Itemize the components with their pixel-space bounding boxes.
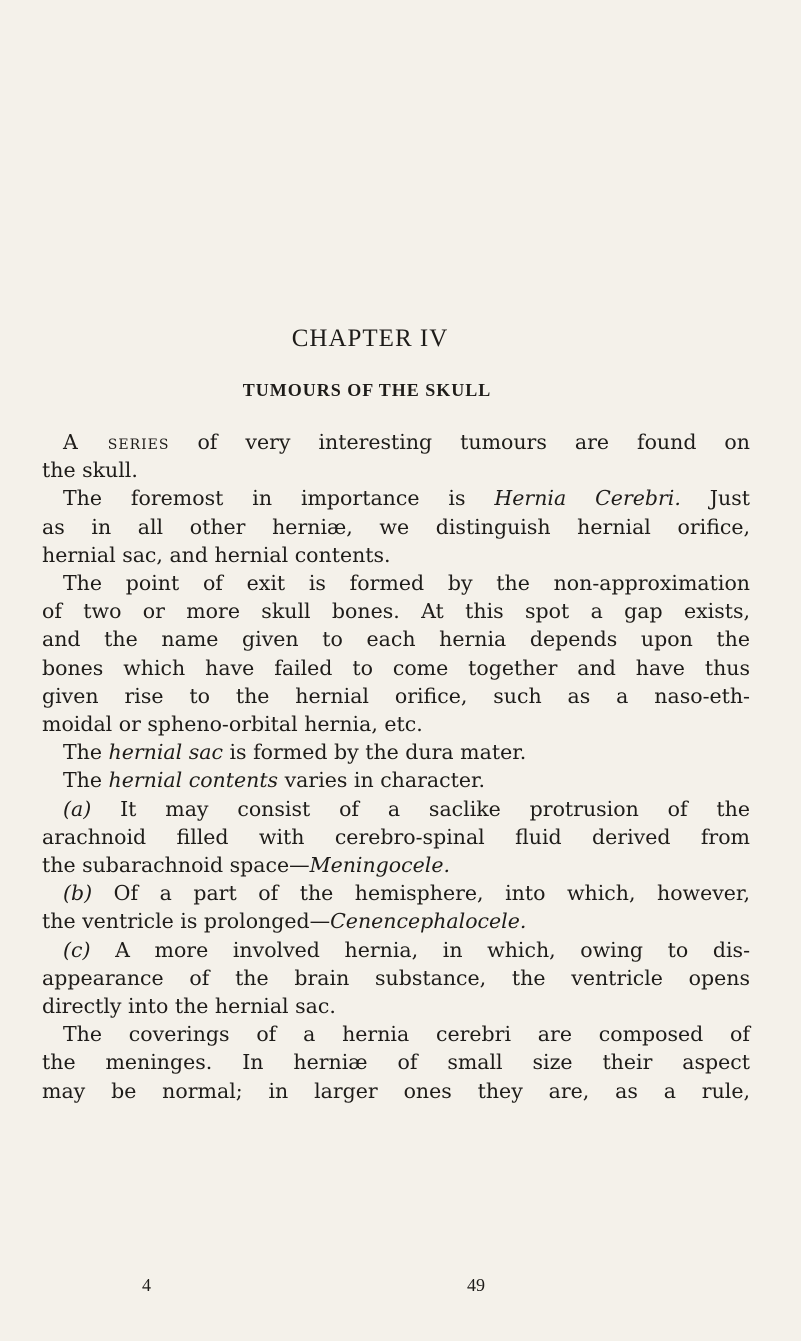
enumeration-label: (b) (63, 881, 93, 906)
paragraph-3-line-4: bones which have failed to come together and have thus (42, 655, 750, 680)
paragraph-3-line-6: moidal or spheno-orbital hernia, etc. (42, 712, 423, 737)
paragraph-3-line-5: given rise to the hernial orifice, such as a naso-eth- (42, 683, 750, 708)
paragraph-3-line-3: and the name given to each hernia depends upon the (42, 627, 750, 652)
paragraph-3-line-1: The point of exit is formed by the non-approximation (63, 571, 750, 596)
italic-term: Cenencephalocele. (330, 909, 527, 934)
italic-term: hernial sac (108, 740, 223, 765)
text-run: varies in character. (278, 768, 486, 793)
chapter-title: CHAPTER IV (291, 325, 449, 352)
paragraph-8-line-3: directly into the hernial sac. (42, 994, 336, 1019)
section-title: TUMOURS OF THE SKULL (242, 380, 492, 400)
italic-term: Hernia Cerebri. (494, 486, 681, 511)
signature-mark: 4 (142, 1275, 151, 1295)
text-run: A more involved hernia, in which, owing to dis- (90, 937, 750, 962)
enumeration-label: (a) (63, 796, 92, 821)
paragraph-9-line-3: may be normal; in larger ones they are, as a rule, (42, 1078, 750, 1103)
text-run: The (63, 768, 109, 793)
paragraph-3-line-2: of two or more skull bones. At this spot a gap exists, (42, 599, 750, 624)
paragraph-7-line-1 (42, 879, 750, 907)
text-run: of very interesting tumours are found on (197, 430, 750, 454)
paragraph-6-line-2: arachnoid filled with cerebro-spinal fluid derived from (42, 824, 750, 849)
paragraph-2-line-3: hernial sac, and hernial contents. (42, 542, 391, 567)
paragraph-5 (42, 766, 750, 794)
text-run: Of a part of the hemisphere, into which, however, (92, 881, 750, 906)
paragraph-1-line-1 (42, 428, 750, 456)
paragraph-1-line-2: the skull. (42, 458, 138, 483)
paragraph-9-line-2: the meninges. In herniæ of small size their aspect (42, 1050, 750, 1075)
text-run: the ventricle is prolonged— (42, 909, 331, 934)
page-number: 49 (467, 1275, 485, 1295)
italic-term: Meningocele. (309, 853, 450, 878)
paragraph-2-line-2: as in all other herniæ, we distinguish hernial orifice, (42, 514, 750, 539)
small-caps-opening: A series (63, 430, 170, 454)
text-run: is formed by the dura mater. (222, 740, 527, 765)
enumeration-label: (c) (63, 937, 91, 962)
text-run: the subarachnoid space— (42, 853, 310, 878)
text-run: The (63, 740, 109, 765)
body-text (42, 428, 750, 1105)
italic-term: hernial contents (108, 768, 279, 793)
paragraph-7-line-2 (42, 907, 750, 935)
paragraph-9-line-1: The coverings of a hernia cerebri are composed of (63, 1022, 750, 1047)
text-run: The foremost in importance is (63, 486, 495, 511)
paragraph-8-line-2: appearance of the brain substance, the ventricle opens (42, 965, 750, 990)
paragraph-6-line-1 (42, 795, 750, 823)
paragraph-6-line-3 (42, 851, 750, 879)
paragraph-2-line-1 (42, 484, 750, 512)
text-run: It may consist of a saclike protrusion of the (91, 796, 750, 821)
paragraph-8-line-1 (42, 936, 750, 964)
paragraph-4 (42, 738, 750, 766)
text-run: Just (680, 486, 750, 511)
